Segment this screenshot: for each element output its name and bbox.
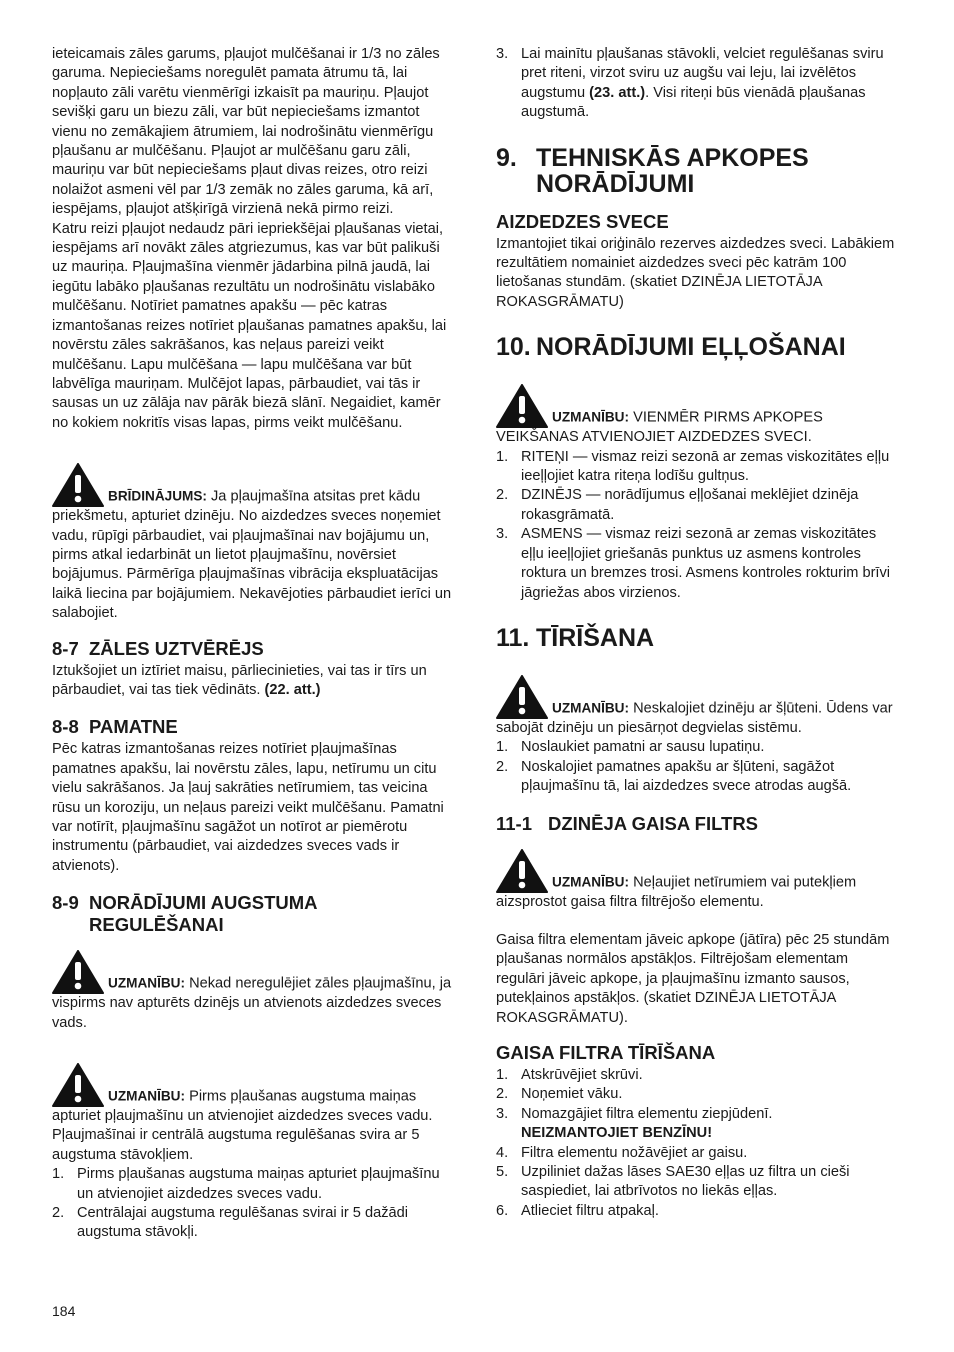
- list-text: Filtra elementu nožāvējiet ar gaisu.: [521, 1144, 748, 1161]
- list-number: 1.: [52, 1166, 65, 1183]
- list-number: 5.: [496, 1164, 509, 1180]
- spark-plug-text: Izmantojiet tikai oriģinālo rezerves aizdedzes sveci. Labākiem rezultātiem nomainiet aizdedzes sveci pēc katrām 100 lietošanas stundām. (skatiet DZINĒJA LIETOTĀJA ROKASGRĀMATU): [496, 235, 895, 310]
- caution-block: [496, 675, 900, 738]
- caution-label: UZMANĪBU:: [108, 975, 186, 991]
- list-number: 1.: [496, 448, 509, 465]
- section-number: 8-9: [52, 892, 79, 914]
- list-item: [496, 1085, 900, 1104]
- section-number: 8-7: [52, 637, 79, 659]
- section-heading-8-9: [52, 892, 456, 936]
- warning-triangle-icon: [52, 463, 104, 507]
- section-8-7-text: [52, 662, 456, 701]
- caution-block: [496, 849, 900, 912]
- left-column: [52, 45, 456, 1243]
- list-text: Noņemiet vāku.: [521, 1086, 623, 1103]
- section-8-8-text: Pēc katras izmantošanas reizes notīriet pļaujmašīnas pamatnes apakšu, lai novērstu zāles, lapu, netīrumu un citu vielu sakrāšanos. Ja ļauj sakrāties netīrumiem, tas veicina rūsu un koroziju, un neļaus pareizi veikt mulčēšanu. Pamatni var notīrīt, pļaujmašīnu sagāžot un notīrot ar piemērotu instrumentu (pārbaudiet, vai aizdedzes sveces vads ir atvienots).: [52, 741, 444, 874]
- list-text: Pirms pļaušanas augstuma maiņas apturiet pļaujmašīnu un atvienojiet aizdedzes sveces vadu.: [77, 1166, 440, 1202]
- warning-text: Ja pļaujmašīna atsitas pret kādu priekšmetu, apturiet dzinēju. No aizdedzes sveces noņemiet vadu, rūpīgi pārbaudiet, vai pļaujmašīnai nav bojājumu un, pirms atkal iedarbināt un lietot pļaujmašīnu, novērsiet bojājumus. Pārmērīga pļaujmašīnas vibrācija ekspluatācijas laikā liecina par bojājumiem. Nekavējoties pārbaudiet ierīci un salabojiet.: [52, 488, 452, 622]
- intro-paragraph-2: Katru reizi pļaujot nedaudz pāri iepriekšējai pļaušanas vietai, iespējams arī novākt zāles atgriezumus, kas var būt palikuši uz mauriņa. Pļaujmašīna vienmēr jādarbina pilnā jaudā, lai iegūtu labāko pļaušanas rezultātu un nodrošinātu vislabāko mulčēšanu. Notīriet pamatnes apakšu — pēc katras izmantošanas reizes notīriet pļaušanas pamatnes apakšu, lai novērstu zāles sakrāšanos, kas neļaus pareizi veikt mulčēšanu. Lapu mulčēšana — lapu mulčēšana var būt labvēlīga mauriņam. Mulčējot lapas, pārbaudiet, vai tās ir sausas un uz zālāja nav pārāk biezā slānī. Negaidiet, kamēr no kokiem nokritīs visas lapas, pirms veikt mulčēšanu.: [52, 220, 447, 431]
- list-text-body: Nomazgājiet filtra elementu ziepjūdenī.: [521, 1105, 773, 1122]
- section-heading-9: [496, 145, 900, 197]
- section-heading-11-1: [496, 813, 900, 835]
- list-item: [496, 448, 900, 487]
- intro-paragraph-1: ieteicamais zāles garums, pļaujot mulčēšanai ir 1/3 no zāles garuma. Nepieciešams noregulēt pamata ātrumu tā, lai nopļauto zāli varētu vienmērīgi izkaisīt pa mauriņu. Pļaujot sevišķi garu un biezu zāli, var būt nepieciešams izmantot vienu no zemākajiem ātrumiem, lai nodrošinātu vienmērīgu pļaušanu ar mulčēšanu. Pļaujot ar mulčēšanu garu zāli, mauriņu var būt nepieciešams pļaut divas reizes, otro reizi nolaižot asmeni vēl par 1/3 zemāk no zāles garuma, kā arī, iespējams, pļaujot atšķirīgā virzienā nekā pirmo reizi.: [52, 46, 440, 218]
- subsection-heading-spark-plug: AIZDEDZES SVECE: [496, 210, 669, 232]
- figure-reference: (23. att.): [589, 84, 646, 101]
- list-text: Atskrūvējiet skrūvi.: [521, 1066, 643, 1083]
- list-item: [496, 1066, 900, 1085]
- list-number: 3.: [496, 1105, 509, 1122]
- list-number: 2.: [52, 1205, 65, 1222]
- warning-label: BRĪDINĀJUMS:: [108, 488, 207, 504]
- section-title: NORĀDĪJUMI EĻĻOŠANAI: [536, 333, 846, 362]
- height-adjust-steps: [52, 1165, 456, 1243]
- list-text: [521, 45, 900, 123]
- caution-text: Pirms pļaušanas augstuma maiņas apturiet pļaujmašīnu un atvienojiet aizdedzes sveces vadu.: [52, 1088, 433, 1125]
- section-title: TĪRĪŠANA: [536, 623, 655, 652]
- caution-label: UZMANĪBU:: [552, 409, 630, 425]
- caution-text: Neļaujiet netīrumiem vai putekļiem aizsprostot gaisa filtra filtrējošo elementu.: [496, 874, 857, 910]
- section-title: PAMATNE: [89, 716, 178, 738]
- list-number: 1.: [496, 739, 509, 756]
- warning-triangle-icon: [496, 849, 548, 893]
- list-number: 2.: [496, 1086, 509, 1103]
- lubrication-steps: [496, 448, 900, 603]
- caution-block: [52, 1063, 456, 1126]
- list-item: [496, 758, 900, 797]
- air-filter-text: Gaisa filtra elementam jāveic apkope (jātīra) pēc 25 stundām pļaušanas normālos apstākļos. Filtrējošam elementam regulāri jāveic apkope, ja pļaujmašīnu izmanto sausos, putekļainos apstākļos. (skatiet DZINĒJA LIETOTĀJA ROKASGRĀMATU).: [496, 931, 890, 1026]
- caution-text: Neskalojiet dzinēju ar šļūteni. Ūdens var sabojāt dzinēju un piesārņot degvielas sistēmu.: [496, 700, 893, 736]
- list-text: Noskalojiet pamatnes apakšu ar šļūteni, sagāžot pļaujmašīnu tā, lai aizdedzes svece atrodas augšā.: [521, 758, 852, 795]
- list-item: [52, 1204, 456, 1243]
- figure-reference: (22. att.): [260, 681, 321, 698]
- section-title: DZINĒJA GAISA FILTRS: [548, 812, 759, 834]
- section-8-9-text: Pļaujmašīnai ir centrālā augstuma regulēšanas svira ar 5 augstuma stāvokļiem.: [52, 1127, 420, 1163]
- list-number: 2.: [496, 758, 509, 775]
- list-text-body: Lai mainītu pļaušanas stāvokli, velciet regulēšanas sviru pret riteni, virzot sviru uz augšu vai leju, lai izvēlētos augstumu: [521, 46, 884, 101]
- warning-triangle-icon: [496, 384, 548, 428]
- section-title: ZĀLES UZTVĒRĒJS: [89, 637, 264, 659]
- section-heading-8-8: [52, 716, 456, 738]
- warning-triangle-icon: [52, 1063, 104, 1107]
- list-number: 4.: [496, 1144, 509, 1161]
- list-number: 3.: [496, 526, 509, 543]
- caution-block: [52, 950, 456, 1033]
- section-8-7-body: Iztukšojiet un iztīriet maisu, pārliecinieties, vai tas ir tīrs un pārbaudiet, vai tas tiek vēdināts.: [52, 662, 427, 698]
- caution-text: VIENMĒR PIRMS APKOPES VEIKŠANAS ATVIENOJIET AIZDEDZES SVECI.: [496, 409, 823, 446]
- caution-label: UZMANĪBU:: [552, 874, 630, 890]
- warning-triangle-icon: [52, 950, 104, 994]
- list-item: [496, 738, 900, 757]
- list-text: DZINĒJS — norādījumus eļļošanai meklējiet dzinēja rokasgrāmatā.: [521, 487, 859, 523]
- cleaning-steps: [496, 738, 900, 796]
- spacer: [496, 912, 900, 931]
- caution-label: UZMANĪBU:: [108, 1088, 186, 1104]
- height-adjust-steps-continued: [496, 45, 900, 123]
- list-number: 2.: [496, 487, 509, 504]
- caution-label: UZMANĪBU:: [552, 700, 630, 716]
- list-text: Noslaukiet pamatni ar sausu lupatiņu.: [521, 739, 765, 756]
- list-item: [496, 525, 900, 603]
- section-number: 8-8: [52, 716, 79, 738]
- caution-block: [496, 384, 900, 447]
- section-title: NORĀDĪJUMI AUGSTUMA REGULĒŠANAI: [89, 892, 317, 936]
- warning-block: [52, 463, 456, 623]
- list-number: 1.: [496, 1066, 509, 1083]
- list-number: 3.: [496, 46, 509, 62]
- list-item: [496, 1163, 900, 1202]
- list-text: Atlieciet filtru atpakaļ.: [521, 1202, 659, 1219]
- list-text-tail: . Visi riteņi būs vienādā pļaušanas augstumā.: [521, 84, 866, 121]
- list-text: ASMENS — vismaz reizi sezonā ar zemas viskozitātes eļļu ieeļļojiet griešanās punktus uz asmens kontroles roktura un bremzes trosi. Asmens kontroles rokturim brīvi jāgriežas abos virzienos.: [521, 526, 891, 601]
- warning-triangle-icon: [496, 675, 548, 719]
- list-number: 6.: [496, 1202, 509, 1219]
- list-item: [496, 45, 900, 123]
- section-number: 11-1: [496, 812, 533, 834]
- section-heading-10: [496, 334, 900, 360]
- list-text-emphasis: NEIZMANTOJIET BENZĪNU!: [521, 1125, 713, 1142]
- list-text: RITEŅI — vismaz reizi sezonā ar zemas viskozitātes eļļu ieeļļojiet katra riteņa lodīšu gultņus.: [521, 448, 890, 485]
- list-text: Centrālajai augstuma regulēšanas svirai ir 5 dažādi augstuma stāvokļi.: [77, 1205, 408, 1241]
- section-number: 10.: [496, 333, 531, 362]
- section-number: 11.: [496, 623, 530, 652]
- list-item: [496, 1144, 900, 1163]
- page-number: 184: [52, 1303, 76, 1319]
- list-text: [521, 1105, 772, 1144]
- section-number: 9.: [496, 143, 517, 172]
- list-text: Uzpiliniet dažas lāses SAE30 eļļas uz filtra un cieši saspiediet, lai atbrīvotos no liekās eļļas.: [521, 1164, 850, 1200]
- subsection-heading-air-filter-cleaning: GAISA FILTRA TĪRĪŠANA: [496, 1041, 716, 1063]
- list-item: [496, 1202, 900, 1221]
- section-heading-11: [496, 625, 900, 651]
- section-title: TEHNISKĀS APKOPES NORĀDĪJUMI: [536, 143, 809, 198]
- section-heading-8-7: [52, 638, 456, 660]
- air-filter-cleaning-steps: [496, 1066, 900, 1221]
- list-item: [496, 1105, 900, 1144]
- list-item: [496, 486, 900, 525]
- right-column: [496, 45, 900, 1221]
- caution-text: Nekad neregulējiet zāles pļaujmašīnu, ja vispirms nav apturēts dzinējs un atvienots aizdedzes sveces vads.: [52, 975, 452, 1031]
- list-item: [52, 1165, 456, 1204]
